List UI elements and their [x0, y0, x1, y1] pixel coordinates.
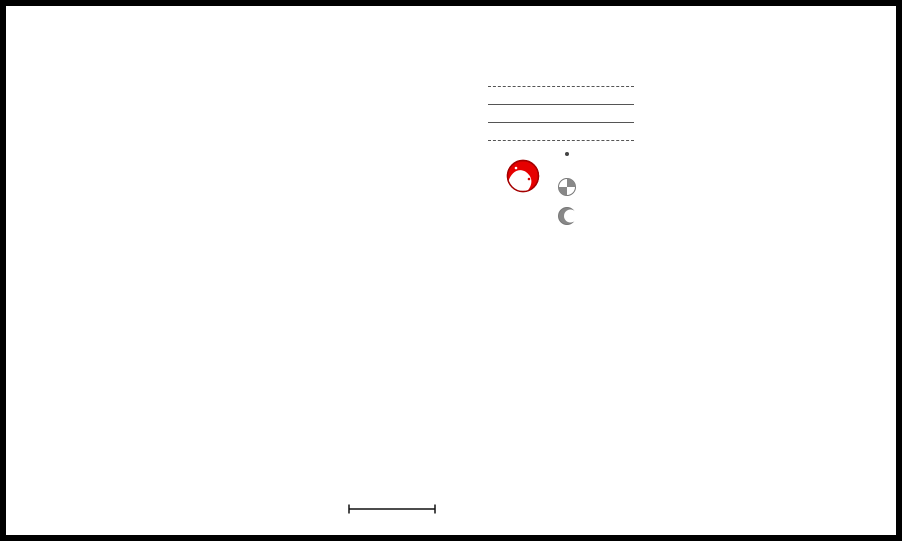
mechanism-components	[558, 143, 638, 225]
plane2-row	[488, 122, 634, 140]
nodal-plane-table	[488, 86, 634, 141]
misfit-reduction-chart	[630, 55, 902, 210]
clvd-icon	[559, 208, 578, 225]
plane1-row	[488, 104, 634, 122]
iso-icon	[565, 152, 569, 156]
time-scalebar	[346, 502, 438, 516]
beachball-icon	[504, 158, 546, 198]
dc-icon	[559, 179, 576, 196]
taiwan-map	[630, 210, 902, 541]
